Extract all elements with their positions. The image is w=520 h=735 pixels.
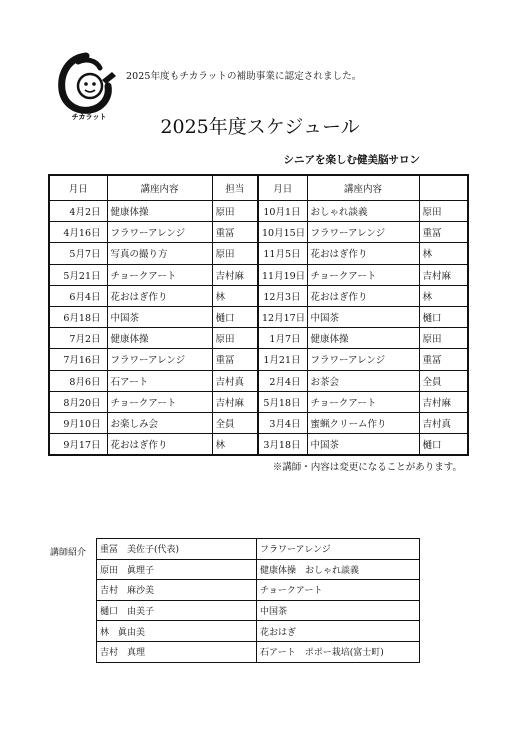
instructor-cell: 全員 xyxy=(419,370,468,391)
col-header-content-1: 講座内容 xyxy=(107,175,212,201)
instructor-cell: 吉村麻 xyxy=(212,391,258,412)
table-row xyxy=(49,306,468,327)
content-cell: チョークアート xyxy=(107,264,212,285)
instructor-cell: 吉村麻 xyxy=(419,264,468,285)
instructor-cell: 原田 xyxy=(212,201,258,222)
date-cell: 6月18日 xyxy=(49,306,107,327)
table-row xyxy=(49,243,468,264)
lecturer-intro-label: 講師紹介 xyxy=(50,548,87,558)
lecturer-subject: フラワーアレンジ xyxy=(257,539,420,560)
content-cell: 花おはぎ作り xyxy=(307,243,419,264)
instructor-cell: 原田 xyxy=(212,243,258,264)
table-row xyxy=(49,349,468,370)
content-cell: 健康体操 xyxy=(107,328,212,349)
content-cell: 健康体操 xyxy=(307,328,419,349)
instructor-cell: 原田 xyxy=(212,328,258,349)
lecturer-name: 重冨 美佐子(代表) xyxy=(97,539,257,560)
list-item xyxy=(97,621,420,642)
list-item xyxy=(97,580,420,601)
content-cell: お楽しみ会 xyxy=(107,412,212,433)
lecturer-subject: 健康体操 おしゃれ談義 xyxy=(257,559,420,580)
content-cell: フラワーアレンジ xyxy=(107,222,212,243)
instructor-cell: 重冨 xyxy=(212,222,258,243)
content-cell: 健康体操 xyxy=(107,201,212,222)
lecturer-name: 樋口 由美子 xyxy=(97,600,257,621)
col-header-date-1: 月日 xyxy=(49,175,107,201)
logo-text: チカラット xyxy=(71,113,107,121)
instructor-cell: 吉村真 xyxy=(212,370,258,391)
content-cell: 花おはぎ作り xyxy=(107,434,212,456)
date-cell: 5月18日 xyxy=(258,391,307,412)
content-cell: チョークアート xyxy=(307,391,419,412)
table-row xyxy=(49,434,468,456)
date-cell: 3月18日 xyxy=(258,434,307,456)
content-cell: 中国茶 xyxy=(107,306,212,327)
table-row xyxy=(49,201,468,222)
instructor-cell: 林 xyxy=(212,434,258,456)
date-cell: 11月5日 xyxy=(258,243,307,264)
table-row xyxy=(49,412,468,433)
date-cell: 4月16日 xyxy=(49,222,107,243)
lecturer-subject: 中国茶 xyxy=(257,600,420,621)
lecturer-subject: 花おはぎ xyxy=(257,621,420,642)
date-cell: 9月17日 xyxy=(49,434,107,456)
page-title: 2025年度スケジュール xyxy=(160,116,360,138)
instructor-cell: 樋口 xyxy=(212,306,258,327)
table-row xyxy=(49,370,468,391)
date-cell: 3月4日 xyxy=(258,412,307,433)
content-cell: フラワーアレンジ xyxy=(107,349,212,370)
subsidy-note: 2025年度もチカラットの補助事業に認定されました。 xyxy=(126,71,362,82)
instructor-cell: 重冨 xyxy=(419,349,468,370)
instructor-cell: 全員 xyxy=(212,412,258,433)
instructor-cell: 重冨 xyxy=(212,349,258,370)
lecturer-subject: チョークアート xyxy=(257,580,420,601)
content-cell: チョークアート xyxy=(307,264,419,285)
content-cell: 蜜蝋クリーム作り xyxy=(307,412,419,433)
content-cell: フラワーアレンジ xyxy=(307,222,419,243)
table-row xyxy=(49,264,468,285)
instructor-cell: 原田 xyxy=(419,328,468,349)
content-cell: 花おはぎ作り xyxy=(307,285,419,306)
lecturer-name: 吉村 真理 xyxy=(97,641,257,662)
instructor-cell: 林 xyxy=(419,285,468,306)
table-row xyxy=(49,391,468,412)
change-note: ※講師・内容は変更になることがあります。 xyxy=(272,462,462,473)
table-row xyxy=(49,285,468,306)
instructor-cell: 樋口 xyxy=(419,306,468,327)
date-cell: 10月1日 xyxy=(258,201,307,222)
lecturer-name: 原田 眞理子 xyxy=(97,559,257,580)
date-cell: 7月2日 xyxy=(49,328,107,349)
date-cell: 9月10日 xyxy=(49,412,107,433)
lecturer-name: 林 眞由美 xyxy=(97,621,257,642)
date-cell: 6月4日 xyxy=(49,285,107,306)
instructor-cell: 林 xyxy=(419,243,468,264)
date-cell: 1月21日 xyxy=(258,349,307,370)
lecturer-subject: 石アート ポポー栽培(富士町) xyxy=(257,641,420,662)
content-cell: お茶会 xyxy=(307,370,419,391)
col-header-instructor-2 xyxy=(419,175,468,201)
instructor-cell: 吉村麻 xyxy=(212,264,258,285)
date-cell: 12月3日 xyxy=(258,285,307,306)
instructor-cell: 樋口 xyxy=(419,434,468,456)
date-cell: 10月15日 xyxy=(258,222,307,243)
schedule-header-row xyxy=(49,175,468,201)
date-cell: 2月4日 xyxy=(258,370,307,391)
content-cell: 中国茶 xyxy=(307,306,419,327)
content-cell: チョークアート xyxy=(107,391,212,412)
lecturer-name: 吉村 麻沙美 xyxy=(97,580,257,601)
content-cell: フラワーアレンジ xyxy=(307,349,419,370)
instructor-cell: 吉村真 xyxy=(419,412,468,433)
date-cell: 8月6日 xyxy=(49,370,107,391)
instructor-cell: 林 xyxy=(212,285,258,306)
salon-name: シニアを楽しむ健美脳サロン xyxy=(283,154,420,166)
instructor-cell: 重冨 xyxy=(419,222,468,243)
content-cell: おしゃれ談義 xyxy=(307,201,419,222)
content-cell: 中国茶 xyxy=(307,434,419,456)
table-row xyxy=(49,328,468,349)
content-cell: 花おはぎ作り xyxy=(107,285,212,306)
lecturer-table xyxy=(96,538,420,663)
col-header-date-2: 月日 xyxy=(258,175,307,201)
instructor-cell: 吉村麻 xyxy=(419,391,468,412)
date-cell: 1月7日 xyxy=(258,328,307,349)
date-cell: 5月7日 xyxy=(49,243,107,264)
date-cell: 5月21日 xyxy=(49,264,107,285)
date-cell: 11月19日 xyxy=(258,264,307,285)
list-item xyxy=(97,641,420,662)
col-header-content-2: 講座内容 xyxy=(307,175,419,201)
date-cell: 7月16日 xyxy=(49,349,107,370)
list-item xyxy=(97,539,420,560)
date-cell: 8月20日 xyxy=(49,391,107,412)
date-cell: 4月2日 xyxy=(49,201,107,222)
col-header-instructor-1: 担当 xyxy=(212,175,258,201)
content-cell: 写真の撮り方 xyxy=(107,243,212,264)
content-cell: 石アート xyxy=(107,370,212,391)
instructor-cell: 原田 xyxy=(419,201,468,222)
list-item xyxy=(97,559,420,580)
table-row xyxy=(49,222,468,243)
date-cell: 12月17日 xyxy=(258,306,307,327)
schedule-table xyxy=(48,174,469,456)
list-item xyxy=(97,600,420,621)
